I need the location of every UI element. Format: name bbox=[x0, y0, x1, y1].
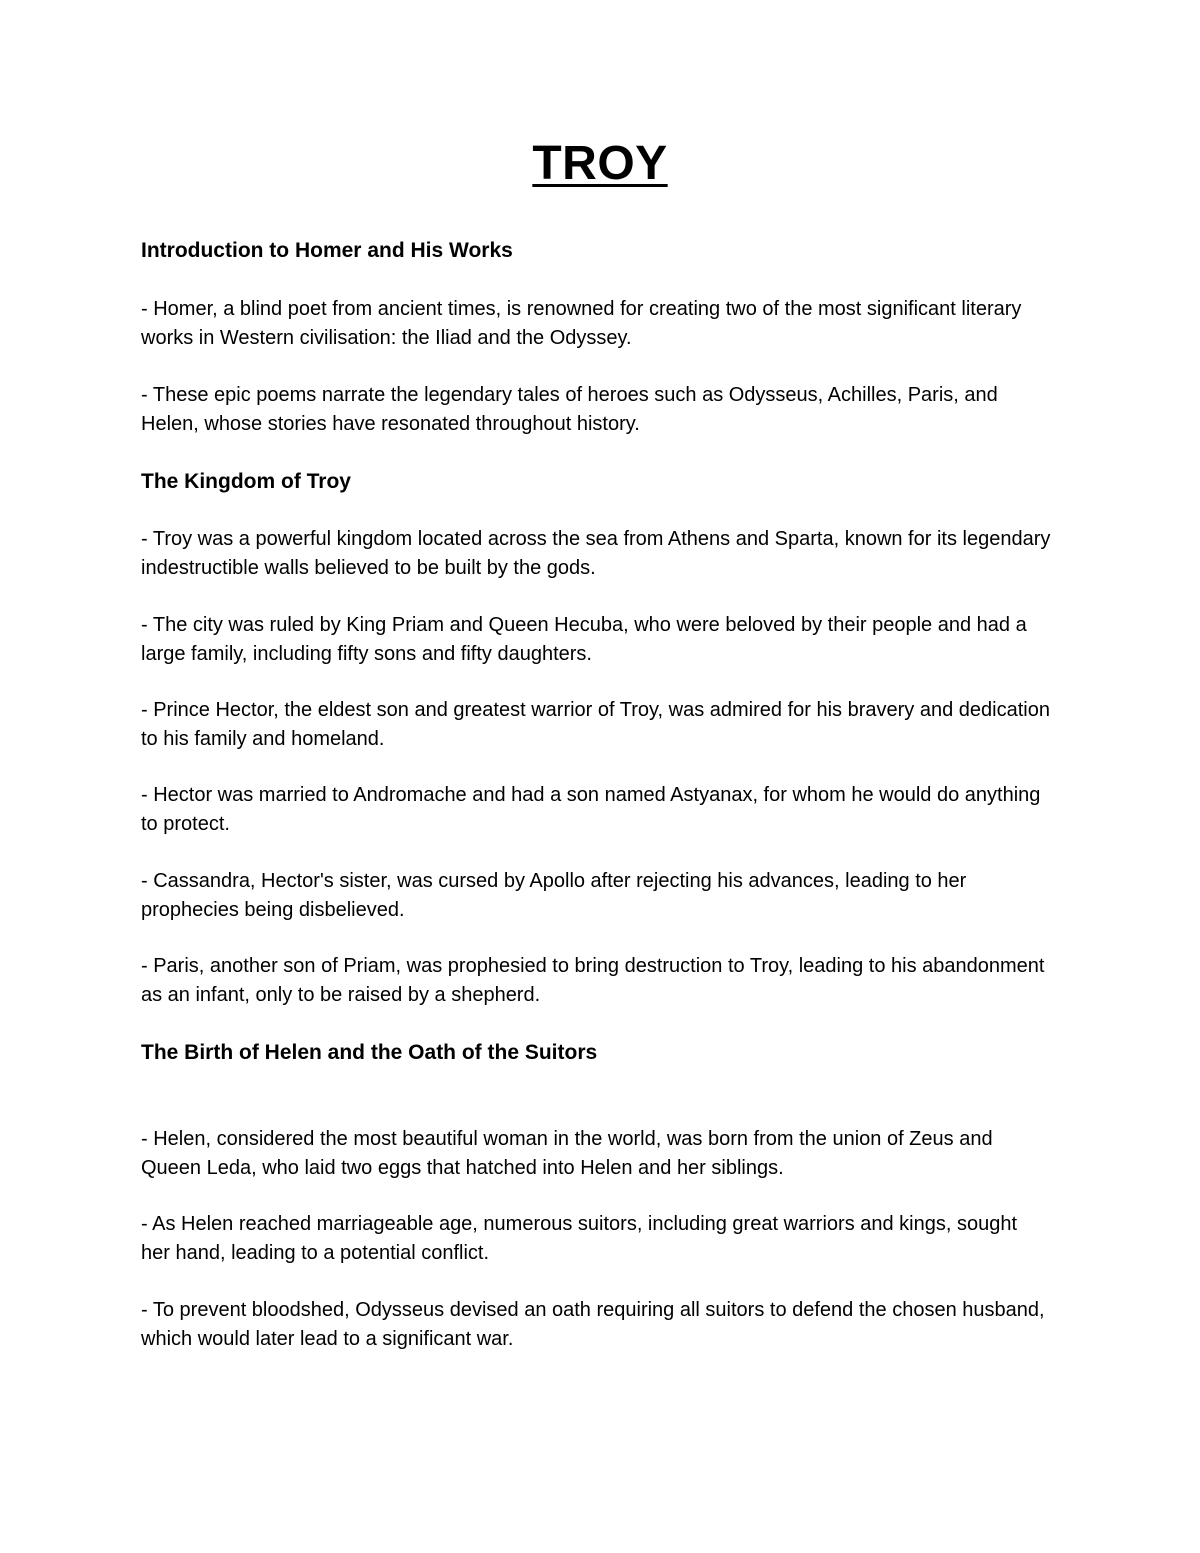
section-heading-helen: The Birth of Helen and the Oath of the Suitors bbox=[141, 1041, 598, 1064]
paragraph: - Paris, another son of Priam, was prophesied to bring destruction to Troy, leading to his abandonment as an infant, only to be raised by a shepherd. bbox=[141, 955, 1045, 1006]
paragraph: - Prince Hector, the eldest son and greatest warrior of Troy, was admired for his bravery and dedication to his family and homeland. bbox=[141, 699, 1050, 750]
paragraph: - Cassandra, Hector's sister, was cursed by Apollo after rejecting his advances, leading to her prophecies being disbelieved. bbox=[141, 870, 967, 921]
paragraph: - Troy was a powerful kingdom located across the sea from Athens and Sparta, known for its legendary indestructible walls believed to be built by the gods. bbox=[141, 528, 1051, 579]
paragraph: - Homer, a blind poet from ancient times, is renowned for creating two of the most significant literary works in Western civilisation: the Iliad and the Odyssey. bbox=[141, 298, 1022, 349]
paragraph: - As Helen reached marriageable age, numerous suitors, including great warriors and kings, sought her hand, leading to a potential conflict. bbox=[141, 1213, 1018, 1264]
paragraph: - Helen, considered the most beautiful woman in the world, was born from the union of Zeus and Queen Leda, who laid two eggs that hatched into Helen and her siblings. bbox=[141, 1128, 993, 1179]
section-heading-kingdom: The Kingdom of Troy bbox=[141, 470, 351, 493]
paragraph: - Hector was married to Andromache and had a son named Astyanax, for whom he would do anything to protect. bbox=[141, 784, 1041, 835]
paragraph: - To prevent bloodshed, Odysseus devised an oath requiring all suitors to defend the chosen husband, which would later lead to a significant war. bbox=[141, 1299, 1045, 1350]
paragraph: - These epic poems narrate the legendary tales of heroes such as Odysseus, Achilles, Paris, and Helen, whose stories have resonated throughout history. bbox=[141, 384, 998, 435]
document-title: TROY bbox=[532, 137, 668, 190]
section-heading-homer: Introduction to Homer and His Works bbox=[141, 239, 513, 262]
paragraph: - The city was ruled by King Priam and Queen Hecuba, who were beloved by their people and had a large family, including fifty sons and fifty daughters. bbox=[141, 614, 1027, 665]
